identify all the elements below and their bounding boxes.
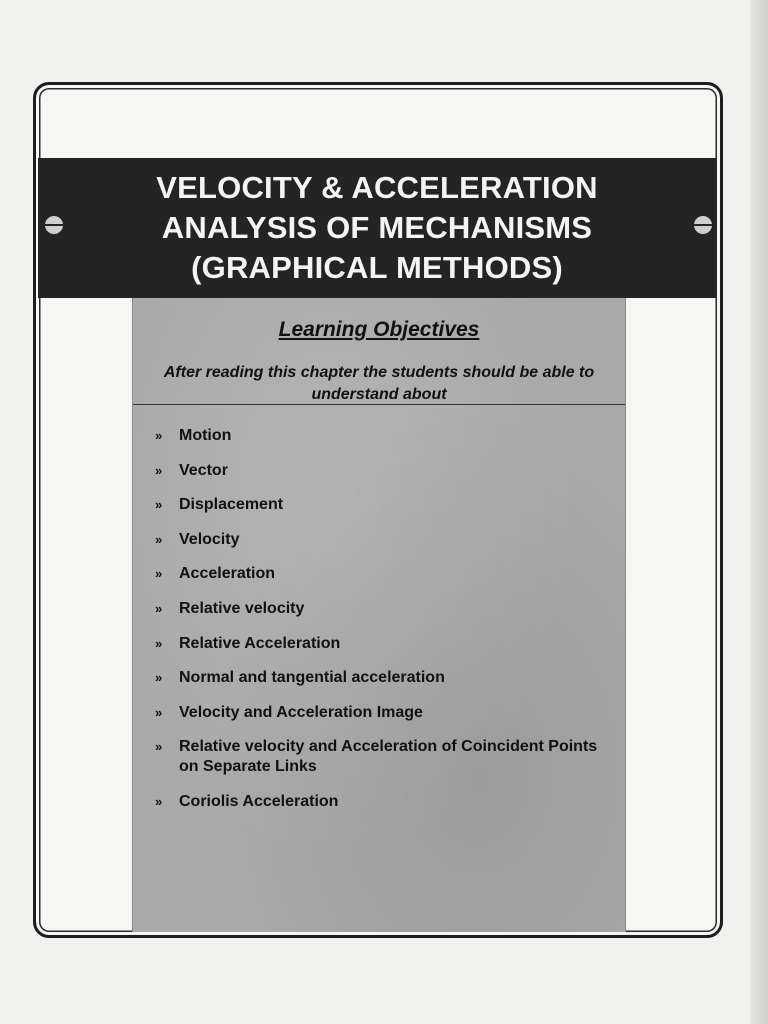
list-item-text: Velocity and Acceleration Image [179,703,423,721]
chapter-title-banner [38,158,716,298]
double-arrow-icon: » [155,635,163,651]
list-item-text: Displacement [179,496,284,514]
list-item-text: Relative velocity [179,599,305,617]
list-item-text: Velocity [179,530,240,548]
list-item [155,737,617,777]
list-item [155,703,617,723]
list-item [155,530,617,550]
list-item-text: Coriolis Acceleration [179,792,339,810]
objectives-list [155,426,617,827]
double-arrow-icon: » [155,531,163,547]
list-item [155,634,617,654]
learning-objectives-intro: After reading this chapter the students should be able to understand about [163,364,595,403]
page-edge-shadow [750,0,768,1024]
banner-left-ornament-icon [45,216,63,234]
list-item-text: Motion [179,427,232,444]
list-item [155,426,617,446]
learning-objectives-heading: Learning Objectives [278,318,480,341]
chapter-title [156,168,598,288]
chapter-title-line-2: ANALYSIS OF MECHANISMS [161,210,593,245]
list-item-text: Vector [179,461,228,479]
list-item [155,564,617,584]
list-item [155,461,617,481]
list-item [155,599,617,619]
chapter-title-line-1: VELOCITY & ACCELERATION [156,170,598,205]
double-arrow-icon: » [155,566,163,582]
double-arrow-icon: » [155,793,163,809]
list-item [155,495,617,515]
list-item-text: Normal and tangential acceleration [179,669,445,687]
list-item-text: Relative Acceleration [179,634,341,652]
learning-objectives-panel [132,298,626,932]
chapter-title-line-3: (GRAPHICAL METHODS) [191,250,563,285]
list-item [155,792,617,812]
list-item [155,668,617,688]
double-arrow-icon: » [155,670,163,686]
banner-right-ornament-icon [694,216,712,234]
double-arrow-icon: » [155,600,163,616]
list-item-text: Acceleration [179,565,276,583]
double-arrow-icon: » [155,428,163,443]
double-arrow-icon: » [155,739,163,755]
list-item-text: Relative velocity and Acceleration of Coincident Points on Separate Links [179,738,598,776]
double-arrow-icon: » [155,704,163,720]
objectives-divider [133,404,625,405]
double-arrow-icon: » [155,462,163,478]
double-arrow-icon: » [155,497,163,513]
